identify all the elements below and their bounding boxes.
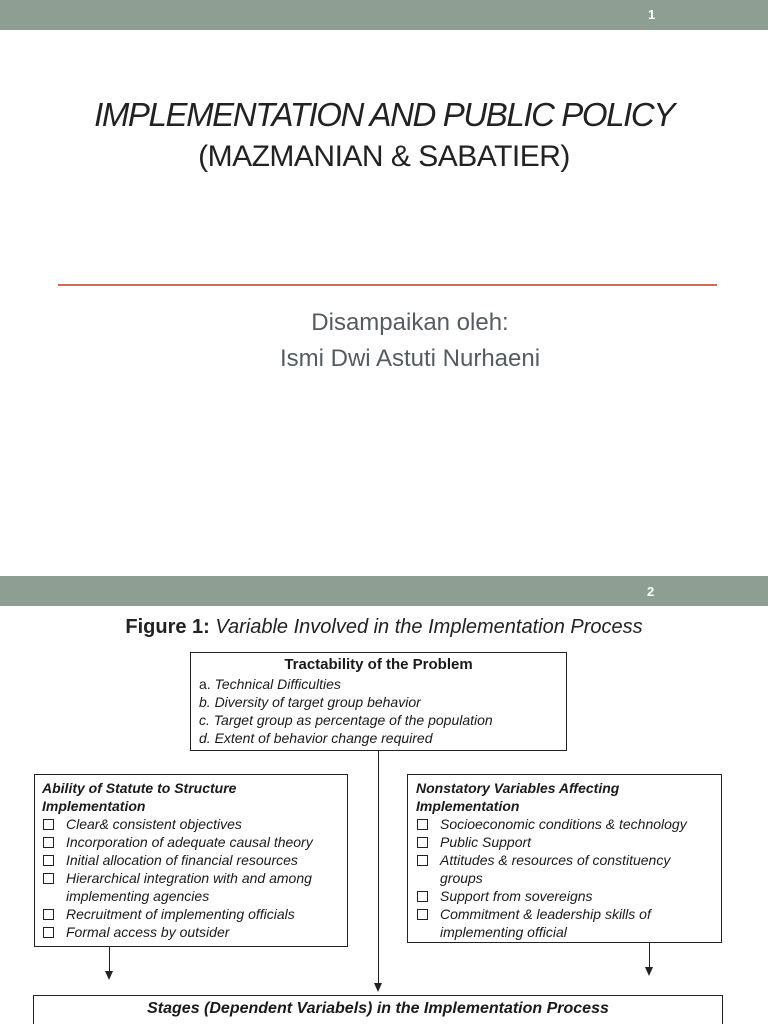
statute-heading: Ability of Statute to Structure Implementation: [42, 780, 237, 814]
checkbox-icon: [43, 819, 54, 830]
arrow-down-icon: [374, 983, 382, 992]
slide-1-header-bar: [0, 0, 768, 30]
checkbox-icon: [417, 909, 428, 920]
presenter-name: Ismi Dwi Astuti Nurhaeni: [279, 345, 541, 372]
slide-number: 2: [647, 584, 655, 599]
arrow-down-icon: [645, 967, 653, 976]
slide-number: 1: [648, 7, 656, 22]
checkbox-icon: [417, 891, 428, 902]
slide-subtitle: (MAZMANIAN & SABATIER): [198, 140, 570, 173]
title-divider: [58, 284, 717, 286]
statute-box: [34, 774, 348, 947]
figure-caption: Variable Involved in the Implementation Process: [215, 616, 643, 638]
tractability-item: d. Extent of behavior change required: [199, 730, 433, 746]
arrow-line-center: [378, 751, 379, 983]
tractability-item: c. Target group as percentage of the population: [199, 712, 493, 728]
statute-item: Recruitment of implementing officials: [42, 905, 340, 923]
tractability-item: b. Diversity of target group behavior: [199, 694, 421, 710]
nonstatutory-item: Support from sovereigns: [416, 887, 713, 905]
statute-item: Formal access by outsider: [42, 923, 340, 941]
stages-box: [33, 995, 723, 1024]
nonstatutory-heading: Nonstatory Variables Affecting Implementation: [416, 780, 620, 814]
arrow-line-right: [649, 943, 650, 967]
presenter-label: Disampaikan oleh:: [311, 309, 509, 336]
nonstatutory-item: Socioeconomic conditions & technology: [416, 815, 713, 833]
stages-heading: Stages (Dependent Variabels) in the Implementation Process: [147, 1000, 609, 1017]
checkbox-icon: [417, 855, 428, 866]
arrow-down-icon: [105, 971, 113, 980]
checkbox-icon: [417, 837, 428, 848]
nonstatutory-item: Attitudes & resources of constituency groups: [416, 851, 713, 887]
slide-2-header-bar: [0, 576, 768, 606]
nonstatutory-item: Public Support: [416, 833, 713, 851]
checkbox-icon: [43, 909, 54, 920]
presenter-block: [190, 305, 630, 377]
checkbox-icon: [43, 855, 54, 866]
checkbox-icon: [43, 873, 54, 884]
checkbox-icon: [43, 837, 54, 848]
statute-item: Incorporation of adequate causal theory: [42, 833, 340, 851]
statute-item: Clear& consistent objectives: [42, 815, 340, 833]
arrow-line-left: [109, 947, 110, 971]
statute-item: Initial allocation of financial resources: [42, 851, 340, 869]
checkbox-icon: [417, 819, 428, 830]
checkbox-icon: [43, 927, 54, 938]
nonstatutory-item: Commitment & leadership skills of implementing official: [416, 905, 713, 941]
slide-title: IMPLEMENTATION AND PUBLIC POLICY: [94, 96, 674, 133]
figure-label: Figure 1:: [125, 616, 210, 638]
figure-title: [0, 616, 768, 639]
tractability-heading: Tractability of the Problem: [284, 656, 473, 673]
tractability-item: a. Technical Difficulties: [199, 676, 341, 692]
statute-item: Hierarchical integration with and among implementing agencies: [42, 869, 340, 905]
nonstatutory-box: [407, 774, 722, 943]
tractability-box: [190, 652, 567, 751]
